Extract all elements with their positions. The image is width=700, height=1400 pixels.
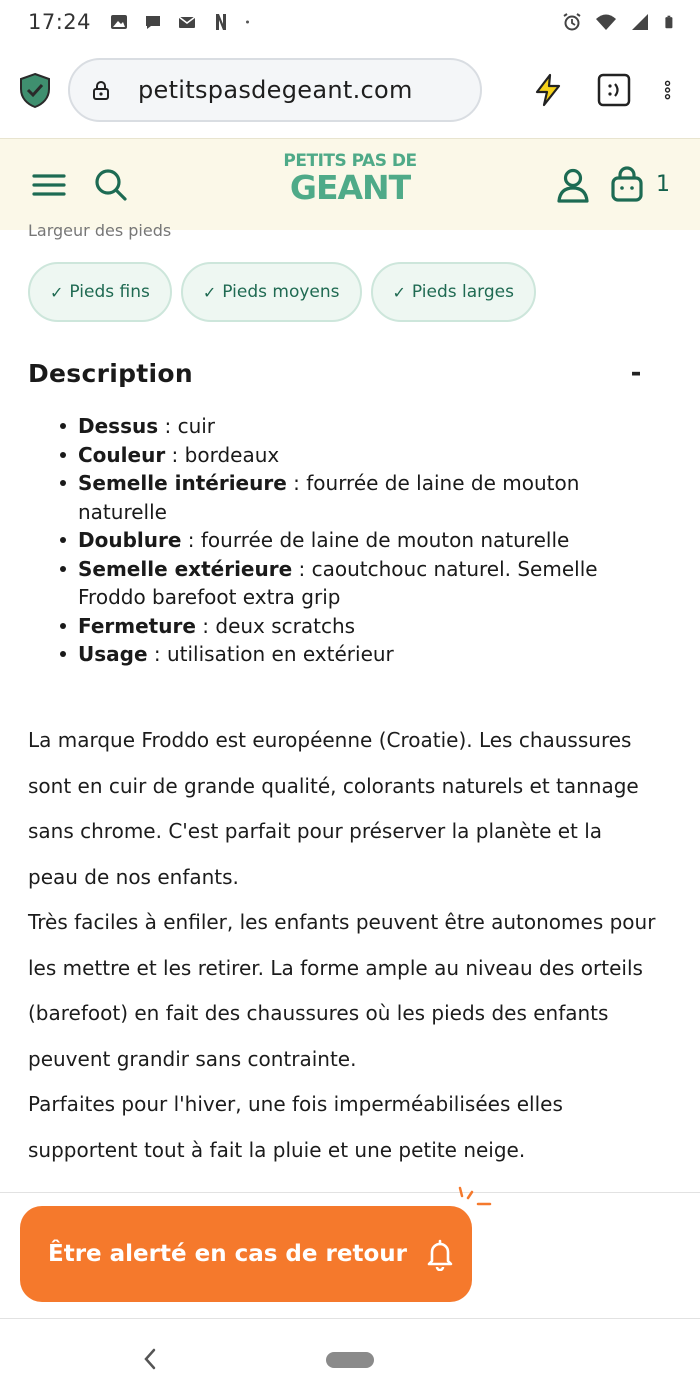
paragraph: La marque Froddo est européenne (Croatie). Les chaussures sont en cuir de grande qualité, colorants naturels et tannage sans chrome. C'est parfait pour préserver la planète et la peau de nos enfants. bbox=[28, 728, 639, 889]
spec-value: : bordeaux bbox=[165, 442, 280, 467]
spec-key: Fermeture bbox=[78, 613, 196, 638]
description-header[interactable] bbox=[28, 358, 648, 388]
chip-pieds-moyens[interactable] bbox=[181, 262, 362, 322]
chat-icon bbox=[143, 12, 163, 32]
logo-line2: GEANT bbox=[289, 168, 411, 207]
spec-key: Semelle extérieure bbox=[78, 556, 293, 581]
spec-value: : caoutchouc naturel. Semelle Froddo barefoot extra grip bbox=[78, 556, 598, 609]
divider bbox=[0, 1192, 700, 1193]
foot-width-label: Largeur des pieds bbox=[28, 221, 172, 240]
list-item bbox=[78, 526, 638, 555]
bell-icon bbox=[423, 1237, 457, 1271]
battery-icon bbox=[664, 12, 678, 32]
chip-pieds-larges[interactable] bbox=[371, 262, 536, 322]
netflix-icon bbox=[211, 12, 231, 32]
spec-value: : fourrée de laine de mouton naturelle bbox=[181, 528, 570, 552]
status-bar bbox=[0, 0, 700, 44]
list-item bbox=[78, 612, 638, 641]
spec-key: Couleur bbox=[78, 442, 166, 467]
divider bbox=[0, 1318, 700, 1319]
list-item bbox=[78, 469, 638, 526]
system-nav-bar bbox=[0, 1320, 700, 1400]
spec-key: Dessus bbox=[78, 414, 159, 438]
status-time: 17:24 bbox=[28, 10, 92, 34]
back-in-stock-alert-button[interactable] bbox=[20, 1206, 472, 1302]
chip-label: Pieds fins bbox=[69, 282, 150, 302]
search-icon[interactable] bbox=[92, 166, 130, 204]
spec-value: : utilisation en extérieur bbox=[147, 642, 394, 666]
home-handle[interactable] bbox=[326, 1352, 374, 1368]
spec-key: Usage bbox=[78, 642, 148, 666]
spec-value: : deux scratchs bbox=[195, 613, 356, 638]
alert-label: Être alerté en cas de retour bbox=[48, 1241, 407, 1267]
site-header bbox=[0, 138, 700, 230]
menu-icon[interactable] bbox=[30, 166, 68, 204]
list-item bbox=[78, 640, 638, 669]
tab-switcher-icon[interactable] bbox=[596, 72, 632, 108]
list-item bbox=[78, 412, 638, 441]
spec-value: : cuir bbox=[158, 414, 216, 438]
cart-count[interactable]: 1 bbox=[656, 172, 670, 197]
paragraph: Très faciles à enfiler, les enfants peuvent être autonomes pour les mettre et les retirer. La forme ample au niveau des orteils (barefoot) en fait des chaussures où les pieds des enfants peuvent grandir sans contrainte. bbox=[28, 910, 656, 1071]
alarm-icon bbox=[562, 12, 582, 32]
description-title: Description bbox=[28, 358, 193, 388]
url-bar[interactable] bbox=[68, 58, 482, 122]
dot-icon bbox=[245, 12, 255, 32]
lightning-icon[interactable] bbox=[530, 72, 566, 108]
check-icon: ✓ bbox=[202, 282, 217, 302]
chip-pieds-fins[interactable] bbox=[28, 262, 172, 322]
account-icon[interactable] bbox=[554, 166, 592, 204]
browser-toolbar bbox=[0, 46, 700, 134]
image-icon bbox=[109, 12, 129, 32]
check-icon: ✓ bbox=[392, 282, 406, 302]
spec-list bbox=[78, 412, 638, 669]
logo-line1: PETITS PAS DE bbox=[283, 151, 417, 171]
more-options-icon[interactable] bbox=[662, 72, 682, 108]
cart-icon[interactable] bbox=[608, 166, 646, 204]
list-item bbox=[78, 555, 638, 612]
check-icon: ✓ bbox=[50, 282, 64, 302]
chip-label: Pieds moyens bbox=[222, 282, 340, 302]
url-text[interactable]: petitspasdegeant.com bbox=[138, 76, 413, 104]
email-icon bbox=[177, 12, 197, 32]
back-icon[interactable] bbox=[140, 1344, 160, 1374]
list-item bbox=[78, 441, 638, 470]
wifi-icon bbox=[596, 12, 616, 32]
collapse-toggle[interactable]: - bbox=[630, 358, 642, 388]
spec-key: Doublure bbox=[78, 528, 182, 552]
foot-width-chips bbox=[28, 262, 536, 322]
chip-label: Pieds larges bbox=[411, 282, 514, 302]
spec-value: : fourrée de laine de mouton naturelle bbox=[78, 471, 580, 524]
signal-icon bbox=[630, 12, 650, 32]
paragraph: Parfaites pour l'hiver, une fois imperméabilisées elles supportent tout à fait la pluie et une petite neige. bbox=[28, 1092, 563, 1162]
site-logo[interactable] bbox=[283, 151, 417, 207]
lock-icon[interactable] bbox=[90, 79, 112, 101]
description-text bbox=[28, 718, 658, 1173]
shield-icon[interactable] bbox=[16, 71, 54, 109]
spec-key: Semelle intérieure bbox=[78, 471, 287, 495]
